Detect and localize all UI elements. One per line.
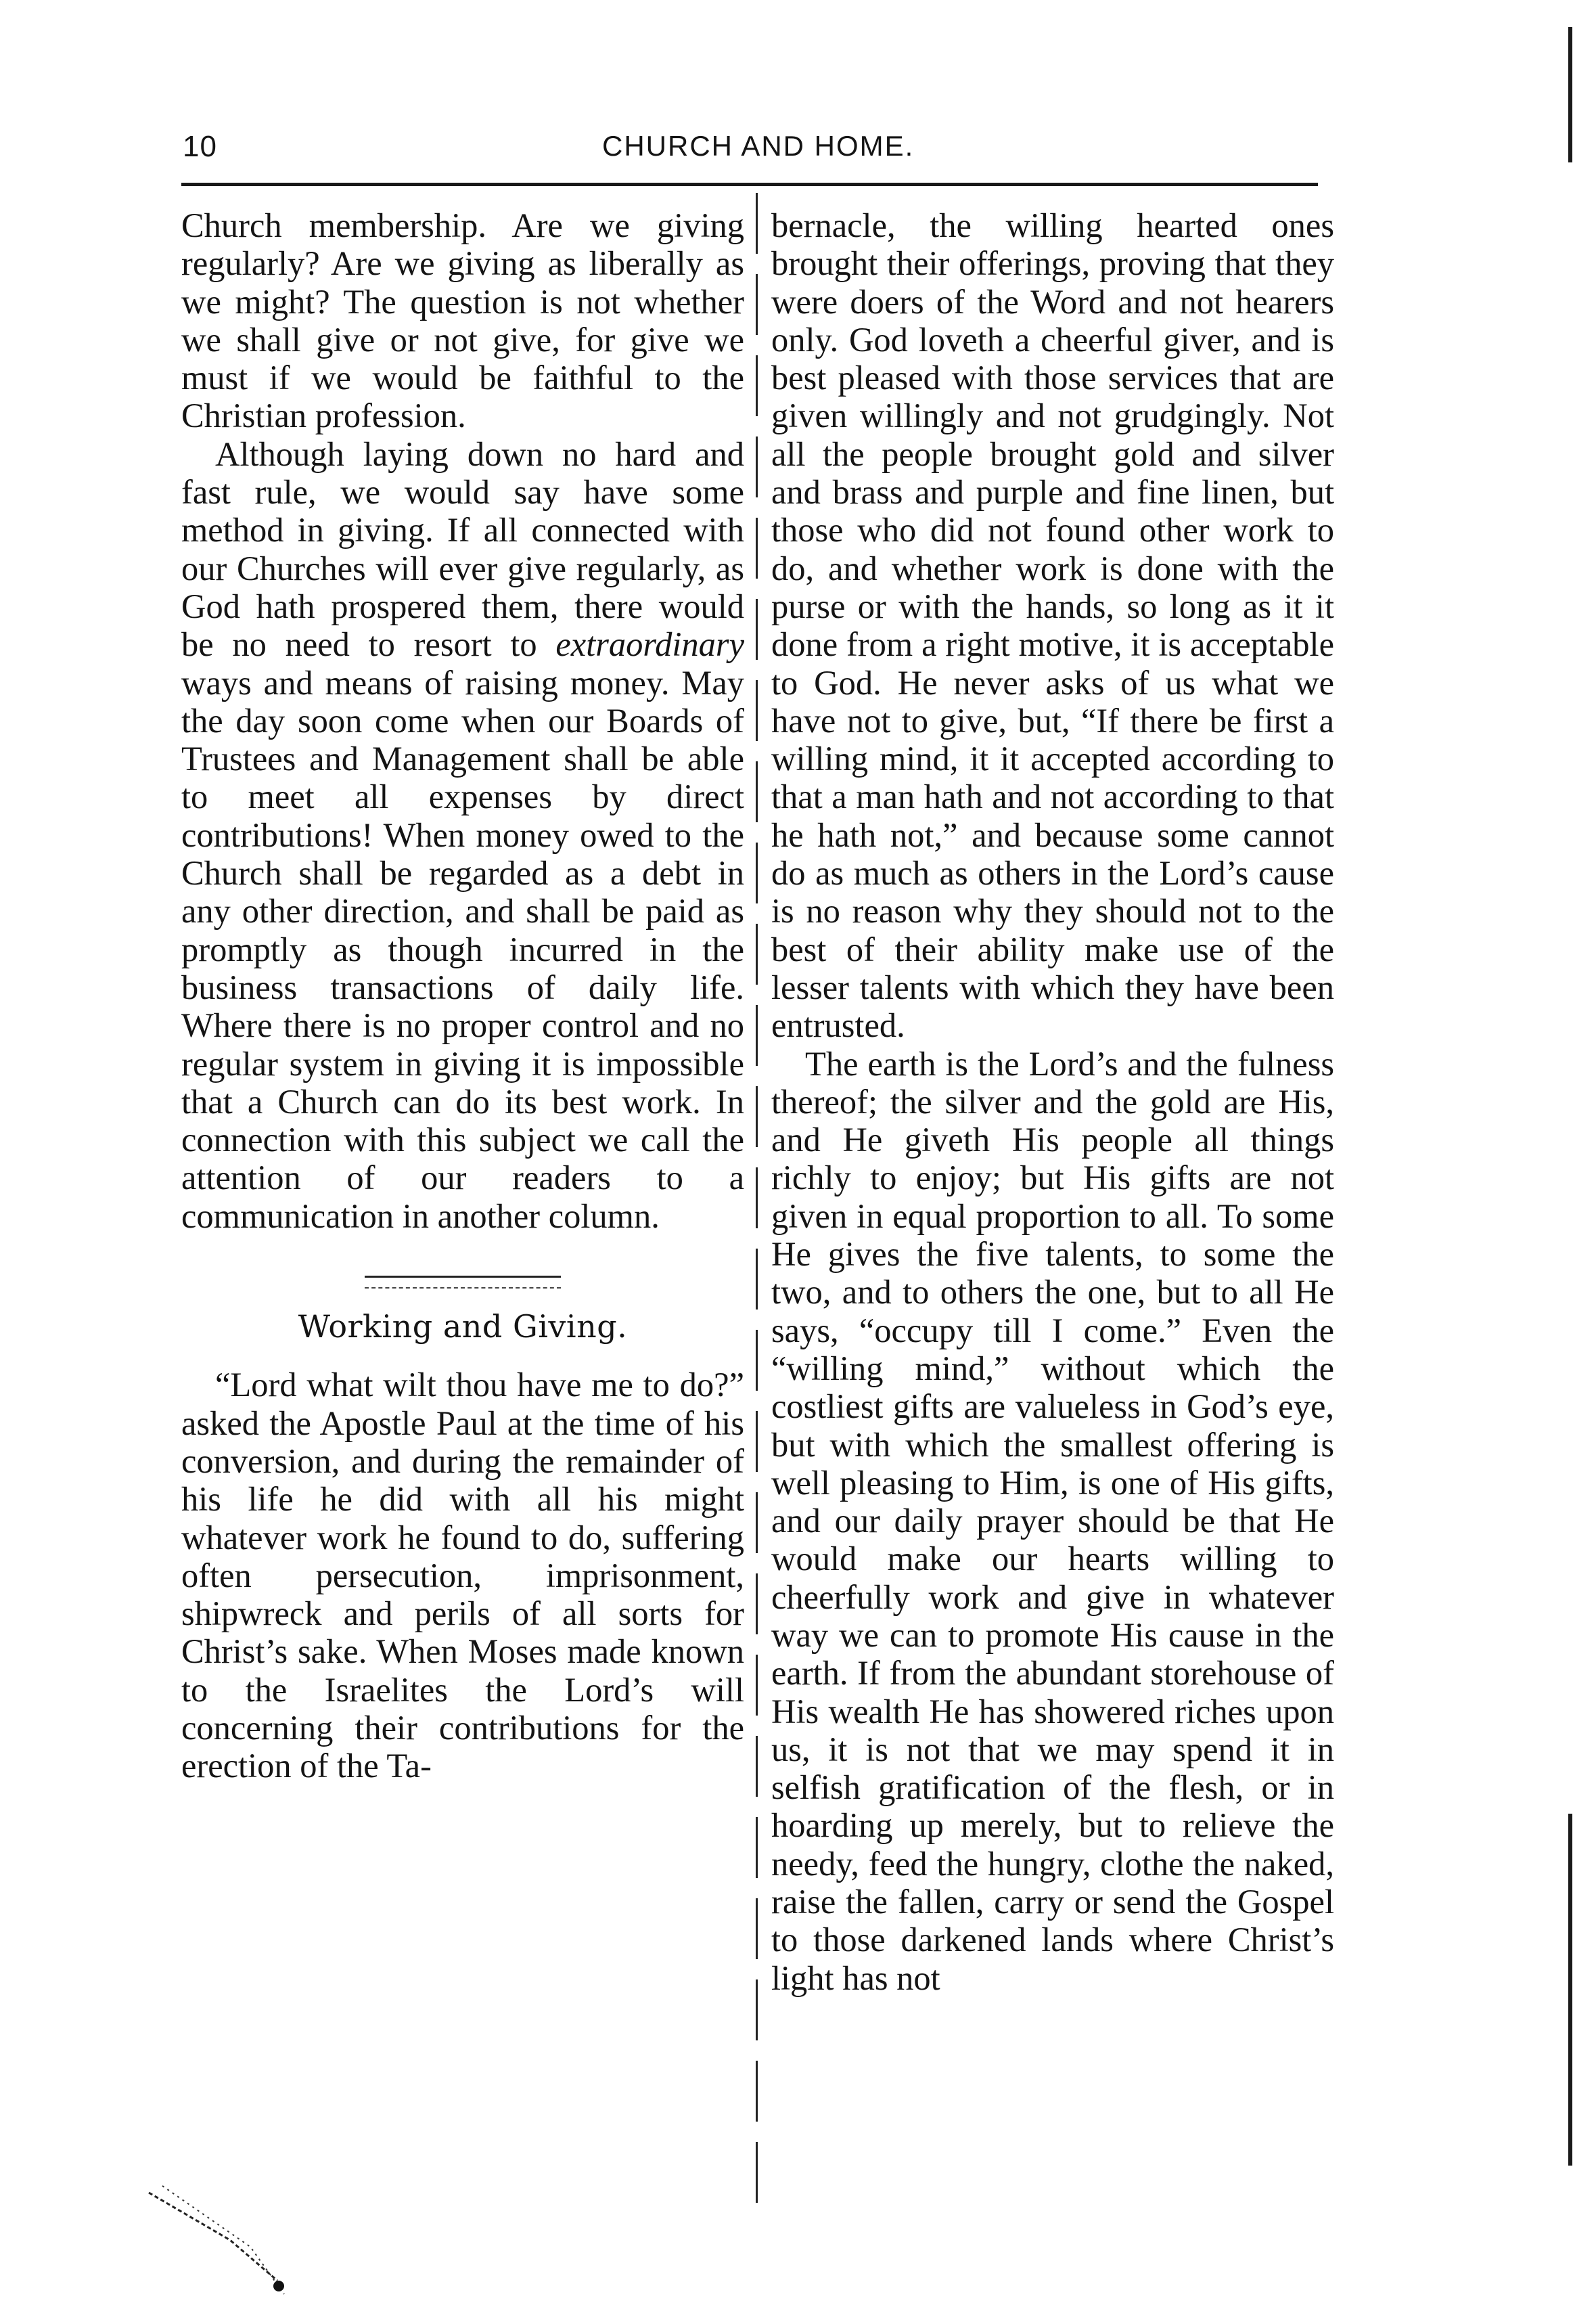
left-paragraph-2-start: Although laying down no hard and fast rule, we would say have some method in giving. If all connected with our Churches will ever give regularly, as God hath prospered them, there would be no need to resort to (181, 434, 744, 664)
scan-edge-mark-bottom (1568, 1814, 1572, 2166)
scan-edge-mark-top (1568, 27, 1572, 162)
emphasis-extraordinary: extraordinary (555, 625, 744, 664)
header-rule (181, 183, 1318, 186)
running-title: CHURCH AND HOME. (602, 130, 915, 162)
section-ornament (365, 1276, 561, 1289)
left-paragraph-2 (181, 435, 744, 1235)
left-paragraph-2-end: ways and means of raising money. May the day soon come when our Boards of Trustees and Management shall be able to meet all expenses by direct contributions! When money owed to the Church shall be regarded as a debt in any other direction, and shall be paid as promptly as though incurred in the business transactions of daily life. Where there is no proper control and no regular system in giving it is impossible that a Church can do its best work. In connection with this subject we call the attention of our readers to a communication in another column. (181, 663, 744, 1235)
right-paragraph-2: The earth is the Lord’s and the fulness thereof; the silver and the gold are His, and He giveth His people all things richly to enjoy; but His gifts are not given in equal proportion to all. To some He gives the five talents, to some the two, and to others the one, but to all He says, “occupy till I come.” Even the “willing mind,” without which the costliest gifts are valueless in God’s eye, but with which the smallest offering is well pleasing to Him, is one of His gifts, and our daily prayer should be that He would make our hearts willing to cheerfully work and give in whatever way we can to promote His cause in the earth. If from the abundant storehouse of His wealth He has showered riches upon us, it is not that we may spend it in selfish gratification of the flesh, or in hoarding up merely, but to relieve the needy, feed the hungry, clothe the naked, raise the fallen, carry or send the Gospel to those darkened lands where Christ’s light has not (771, 1044, 1334, 1997)
left-paragraph-3: “Lord what wilt thou have me to do?” asked the Apostle Paul at the time of his conversion, and during the remainder of his life he did with all his might whatever work he found to do, suffering often persecution, imprisonment, shipwreck and perils of all sorts for Christ’s sake. When Moses made known to the Israelites the Lord’s will concerning their contributions for the erection of the Ta- (181, 1366, 744, 1785)
right-paragraph-1: bernacle, the willing hearted ones brought their offerings, proving that they were doers of the Word and not hearers only. God loveth a cheerful giver, and is best pleased with those services that are given willingly and not grudgingly. Not all the people brought gold and silver and brass and purple and fine linen, but those who did not found other work to do, and whether work is done with the purse or with the hands, so long as it it done from a right motive, it is acceptable to God. He never asks of us what we have not to give, but, “If there be first a willing mind, it it accepted according to that a man hath and not according to that he hath not,” and because some cannot do as much as others in the Lord’s cause is no reason why they should not to the best of their ability make use of the lesser talents with which they have been entrusted. (771, 206, 1334, 1045)
column-divider (756, 193, 758, 2223)
right-column (771, 206, 1334, 1997)
scan-corner-smudge (122, 2166, 325, 2301)
left-column (181, 206, 744, 1785)
page-number: 10 (183, 130, 217, 163)
left-paragraph-1: Church membership. Are we giving regularly? Are we giving as liberally as we might? The question is not whether we shall give or not give, for give we must if we would be faithful to the Christian profession. (181, 206, 744, 435)
section-heading: Working and Giving. (298, 1308, 628, 1345)
